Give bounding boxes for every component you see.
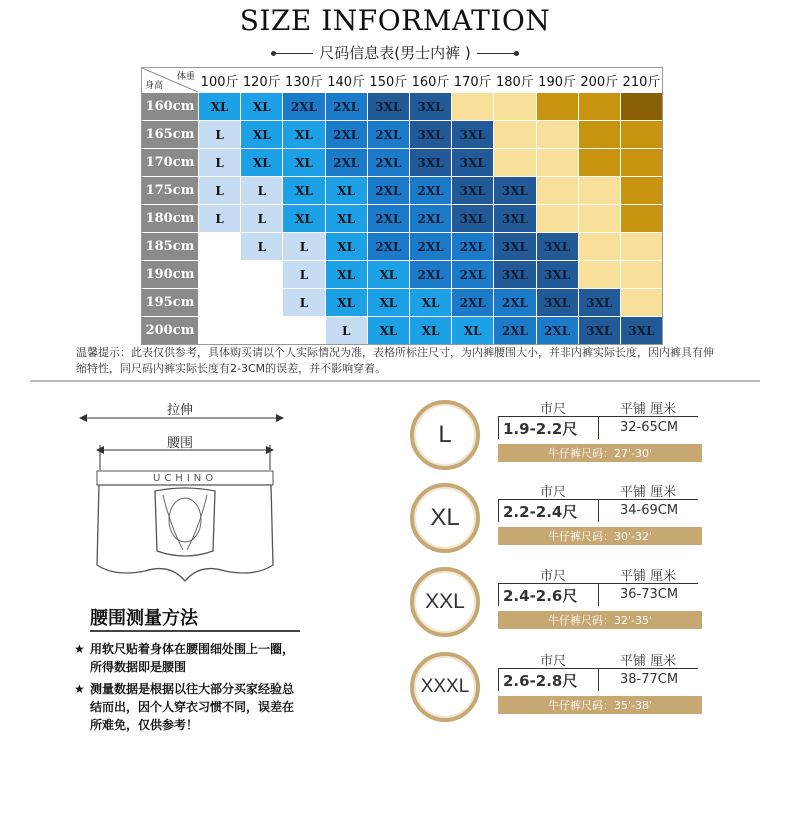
size-cell: L — [283, 261, 324, 288]
size-cell — [579, 177, 620, 204]
size-cell — [452, 93, 493, 120]
size-ring: L — [410, 400, 480, 470]
size-cell: XL — [452, 317, 493, 344]
size-cell — [579, 93, 620, 120]
cm-header: 平铺 厘米 — [620, 654, 677, 669]
size-cell: XL — [199, 93, 240, 120]
size-cell — [537, 121, 578, 148]
size-cell: L — [241, 205, 282, 232]
weight-header: 180斤 — [494, 68, 535, 92]
subtitle-text: 尺码信息表(男士内裤 ) — [319, 44, 471, 62]
cm-value: 34-69CM — [620, 503, 679, 518]
size-cell: 2XL — [452, 261, 493, 288]
size-cell — [537, 205, 578, 232]
shichi-value: 1.9-2.2尺 — [503, 420, 578, 438]
size-cell — [579, 149, 620, 176]
stretch-label: 拉伸 — [167, 403, 194, 418]
size-cell: XL — [326, 233, 367, 260]
height-header: 165cm — [142, 121, 198, 148]
weight-header: 190斤 — [537, 68, 578, 92]
weight-header: 150斤 — [368, 68, 409, 92]
size-cell: 3XL — [494, 205, 535, 232]
size-cell: XL — [283, 149, 324, 176]
size-cell — [283, 317, 324, 344]
size-cell: 3XL — [537, 289, 578, 316]
size-cell: 2XL — [326, 121, 367, 148]
weight-header: 200斤 — [579, 68, 620, 92]
size-cell: XL — [241, 93, 282, 120]
size-cell — [537, 177, 578, 204]
cm-value: 36-73CM — [620, 587, 679, 602]
size-cell: L — [283, 233, 324, 260]
size-card-xxxl — [410, 652, 710, 732]
size-cell: 3XL — [452, 177, 493, 204]
size-cell: 2XL — [452, 289, 493, 316]
size-cell: 3XL — [494, 233, 535, 260]
size-cell — [494, 149, 535, 176]
size-cell — [621, 93, 662, 120]
method-item — [74, 680, 314, 734]
size-cell: 3XL — [494, 261, 535, 288]
size-cell: XL — [326, 205, 367, 232]
shichi-value: 2.2-2.4尺 — [503, 503, 578, 521]
size-cell: 2XL — [410, 261, 451, 288]
jeans-size-bar: 牛仔裤尺码：27'-30' — [498, 444, 702, 462]
underwear-diagram — [75, 395, 305, 595]
size-cell: 3XL — [452, 121, 493, 148]
height-header: 190cm — [142, 261, 198, 288]
size-cell: L — [199, 205, 240, 232]
size-cell: 3XL — [410, 93, 451, 120]
size-cell: 2XL — [368, 205, 409, 232]
size-cell: 2XL — [326, 93, 367, 120]
height-header: 195cm — [142, 289, 198, 316]
size-cell: 2XL — [368, 121, 409, 148]
cm-header: 平铺 厘米 — [620, 485, 677, 500]
size-cell: 3XL — [452, 149, 493, 176]
size-cell: 2XL — [410, 205, 451, 232]
height-header: 180cm — [142, 205, 198, 232]
size-ring: XXXL — [410, 652, 480, 722]
height-header: 200cm — [142, 317, 198, 344]
size-cell — [579, 261, 620, 288]
weight-header: 130斤 — [283, 68, 324, 92]
divider-left — [275, 53, 313, 54]
size-cell: L — [283, 289, 324, 316]
cm-value: 38-77CM — [620, 672, 679, 687]
size-cell — [621, 121, 662, 148]
size-cell: XL — [410, 289, 451, 316]
shichi-header: 市尺 — [540, 569, 567, 584]
height-header: 170cm — [142, 149, 198, 176]
size-cell: 2XL — [368, 233, 409, 260]
size-cell — [199, 317, 240, 344]
height-header: 185cm — [142, 233, 198, 260]
weight-header: 160斤 — [410, 68, 451, 92]
size-cell — [621, 233, 662, 260]
size-cell — [579, 233, 620, 260]
size-cell — [579, 121, 620, 148]
size-cell — [621, 205, 662, 232]
jeans-size-bar: 牛仔裤尺码：32'-35' — [498, 611, 702, 629]
shichi-header: 市尺 — [540, 402, 567, 417]
size-cell: XL — [368, 317, 409, 344]
size-card-xl — [410, 483, 710, 563]
size-cell — [621, 289, 662, 316]
size-cell: L — [326, 317, 367, 344]
size-cell: 2XL — [283, 93, 324, 120]
brand-text: UCHINO — [153, 473, 218, 484]
method-item-text: 测量数据是根据以往大部分买家经验总结而出，因个人穿衣习惯不同，误差在所难免，仅供参考！ — [90, 682, 295, 732]
size-cell: L — [199, 149, 240, 176]
table-corner — [142, 68, 198, 92]
size-cell: L — [241, 177, 282, 204]
size-cell: XL — [410, 317, 451, 344]
size-cell: 3XL — [579, 317, 620, 344]
size-cell: 3XL — [537, 261, 578, 288]
method-title: 腰围测量方法 — [90, 608, 198, 629]
size-cell — [241, 317, 282, 344]
jeans-size-bar: 牛仔裤尺码：35'-38' — [498, 696, 702, 714]
section-divider — [30, 380, 760, 382]
size-cell — [199, 261, 240, 288]
size-cell: 3XL — [494, 177, 535, 204]
corner-weight-label: 体重 — [176, 72, 195, 82]
size-ring: XXL — [410, 567, 480, 637]
size-cell: 2XL — [326, 149, 367, 176]
method-item-text: 用软尺贴着身体在腰围细处围上一圈，所得数据即是腰围 — [90, 642, 295, 674]
size-card-xxl — [410, 567, 710, 647]
note-text: 温馨提示：此表仅供参考，具体购买请以个人实际情况为准，表格所标注尺寸，为内裤腰围大小，并非内裤实际长度，因内裤具有伸缩特性，同尺码内裤实际长度有2-3CM的误差，并不影响穿着。 — [76, 346, 714, 375]
size-cell: XL — [283, 205, 324, 232]
shichi-value: 2.6-2.8尺 — [503, 672, 578, 690]
weight-header: 210斤 — [621, 68, 662, 92]
size-cell: 3XL — [452, 205, 493, 232]
size-chart-table — [141, 67, 663, 345]
size-cell — [621, 261, 662, 288]
size-cell — [241, 261, 282, 288]
size-card-l — [410, 400, 710, 480]
shichi-header: 市尺 — [540, 654, 567, 669]
cm-header: 平铺 厘米 — [620, 402, 677, 417]
size-cell: 3XL — [368, 93, 409, 120]
waist-label: 腰围 — [167, 436, 194, 451]
size-cell — [621, 149, 662, 176]
cm-header: 平铺 厘米 — [620, 569, 677, 584]
height-header: 160cm — [142, 93, 198, 120]
weight-header: 170斤 — [452, 68, 493, 92]
page-subtitle — [0, 42, 790, 63]
corner-height-label: 身高 — [145, 81, 164, 91]
size-cell: 3XL — [621, 317, 662, 344]
size-cell: L — [199, 121, 240, 148]
weight-header: 100斤 — [199, 68, 240, 92]
size-cell — [621, 177, 662, 204]
jeans-size-bar: 牛仔裤尺码：30'-32' — [498, 527, 702, 545]
size-cell: XL — [368, 289, 409, 316]
star-icon: ★ — [74, 642, 85, 656]
size-cell: 3XL — [579, 289, 620, 316]
size-cell: 3XL — [410, 149, 451, 176]
size-cell: 2XL — [452, 233, 493, 260]
size-cell: XL — [241, 121, 282, 148]
size-cell: 3XL — [537, 233, 578, 260]
size-ring: XL — [410, 483, 480, 553]
size-cell: XL — [326, 261, 367, 288]
size-cell: XL — [368, 261, 409, 288]
size-cell: 2XL — [537, 317, 578, 344]
page-title: SIZE INFORMATION — [239, 4, 551, 37]
underwear-illustration — [75, 395, 305, 595]
size-cell — [494, 121, 535, 148]
size-cell — [579, 205, 620, 232]
size-cell — [537, 93, 578, 120]
size-cell: 2XL — [494, 317, 535, 344]
size-cell: XL — [326, 177, 367, 204]
height-header: 175cm — [142, 177, 198, 204]
size-cell — [241, 289, 282, 316]
size-cell: 2XL — [410, 177, 451, 204]
weight-header: 140斤 — [326, 68, 367, 92]
weight-header: 120斤 — [241, 68, 282, 92]
size-cell: L — [241, 233, 282, 260]
cm-value: 32-65CM — [620, 420, 679, 435]
star-icon: ★ — [74, 682, 85, 696]
size-cell — [537, 149, 578, 176]
size-cell: XL — [326, 289, 367, 316]
method-item — [74, 640, 314, 676]
size-cell: 2XL — [368, 177, 409, 204]
size-cell: 2XL — [368, 149, 409, 176]
size-cell — [199, 289, 240, 316]
size-cell: XL — [283, 177, 324, 204]
shichi-value: 2.4-2.6尺 — [503, 587, 578, 605]
size-cell: XL — [241, 149, 282, 176]
size-cell: 3XL — [410, 121, 451, 148]
method-underline — [90, 630, 300, 632]
divider-right — [477, 53, 515, 54]
size-cell: 2XL — [494, 289, 535, 316]
size-cell — [199, 233, 240, 260]
size-cell — [494, 93, 535, 120]
size-cell: 2XL — [410, 233, 451, 260]
size-cell: XL — [283, 121, 324, 148]
size-cell: L — [199, 177, 240, 204]
shichi-header: 市尺 — [540, 485, 567, 500]
